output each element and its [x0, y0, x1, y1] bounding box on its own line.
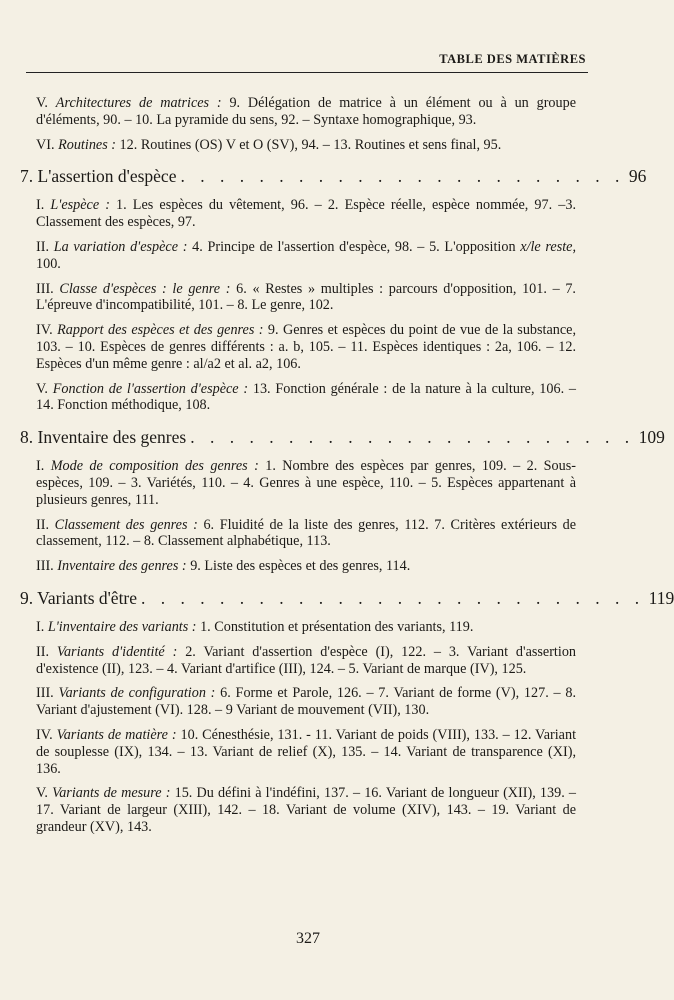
toc-content — [20, 95, 674, 844]
running-header: TABLE DES MATIÈRES — [439, 52, 586, 66]
page-number: 327 — [296, 930, 320, 947]
toc-entry: III. Inventaire des genres : 9. Liste des espèces et des genres, 114. — [36, 558, 411, 575]
toc-entry: V. Variants de mesure : 15. Du défini à l'indéfini, 137. – 16. Variant de longueur (XII), 139. – 17. Variant de largeur (XIII), 142. – 18. Variant de volume (XIV), 143. – 19. Variant de grandeur (XV), 143. — [36, 785, 576, 835]
leader-dots: . . . . . . . . . . . . . . . . . . . . . . . — [190, 427, 635, 448]
toc-entry: I. L'espèce : 1. Les espèces du vêtement, 96. – 2. Espèce réelle, espèce nommée, 97. –3. Classement des espèces, 97. — [36, 197, 576, 231]
toc-entry: V. Architectures de matrices : 9. Délégation de matrice à un élément ou à un groupe d'éléments, 90. – 10. La pyramide du sens, 92. – Syntaxe homographique, 93. — [36, 95, 576, 128]
leader-dots: . . . . . . . . . . . . . . . . . . . . . . . . . . — [141, 587, 645, 608]
header-rule — [26, 72, 588, 73]
toc-entry: IV. Variants de matière : 10. Cénesthésie, 131. - 11. Variant de poids (VIII), 133. – 12. Variant de souplesse (IX), 134. – 13. Variant de relief (X), 135. – 14. Variant de transparence (XI), 136. — [36, 726, 577, 777]
chapter-title: 9. Variants d'être — [20, 587, 138, 608]
toc-entry: V. Fonction de l'assertion d'espèce : 13. Fonction générale : de la nature à la culture, 106. – 14. Fonction méthodique, 108. — [36, 380, 576, 414]
toc-entry: I. L'inventaire des variants : 1. Constitution et présentation des variants, 119. — [36, 618, 474, 635]
leader-dots: . . . . . . . . . . . . . . . . . . . . . . . — [180, 166, 625, 187]
toc-entry: I. Mode de composition des genres : 1. Nombre des espèces par genres, 109. – 2. Sous-espèces, 109. – 3. Variétés, 110. – 4. Genres à une espèce, 110. – 5. Espèces appartenant à plusieurs genres, 111. — [36, 458, 576, 508]
chapter-title: 8. Inventaire des genres — [20, 427, 187, 448]
chapter-heading-8 — [20, 426, 665, 448]
toc-entry: II. Variants d'identité : 2. Variant d'assertion d'espèce (I), 122. – 3. Variant d'assertion d'existence (II), 123. – 4. Variant d'artifice (III), 124. – 5. Variant de marque (IV), 125. — [36, 643, 577, 677]
chapter-page-number: 119 — [648, 587, 674, 608]
chapter-page-number: 96 — [628, 166, 647, 187]
chapter-heading-9 — [20, 587, 674, 609]
chapter-title: 7. L'assertion d'espèce — [20, 166, 177, 187]
chapter-heading-7 — [20, 165, 647, 187]
toc-entry: IV. Rapport des espèces et des genres : 9. Genres et espèces du point de vue de la substance, 103. – 10. Espèces de genres différents : a. b, 105. – 11. Espèces identiques : 2a, 106. – 12. Espèces d'un même genre : al/a2 et al. a2, 106. — [36, 322, 577, 372]
toc-entry: II. Classement des genres : 6. Fluidité de la liste des genres, 112. 7. Critères extérieurs de classement, 112. – 8. Classement alphabétique, 113. — [36, 516, 577, 550]
toc-entry: II. La variation d'espèce : 4. Principe de l'assertion d'espèce, 98. – 5. L'opposition x/le reste, 100. — [36, 238, 577, 272]
toc-entry: III. Variants de configuration : 6. Forme et Parole, 126. – 7. Variant de forme (V), 127. – 8. Variant d'ajustement (VI). 128. – 9 Variant de mouvement (VII), 130. — [36, 685, 576, 719]
toc-entry: VI. Routines : 12. Routines (OS) V et O (SV), 94. – 13. Routines et sens final, 95. — [36, 136, 502, 153]
chapter-page-number: 109 — [638, 427, 665, 448]
toc-entry: III. Classe d'espèces : le genre : 6. « Restes » multiples : parcours d'opposition, 101. – 7. L'épreuve d'incompatibilité, 101. – 8. Le genre, 102. — [36, 280, 576, 314]
